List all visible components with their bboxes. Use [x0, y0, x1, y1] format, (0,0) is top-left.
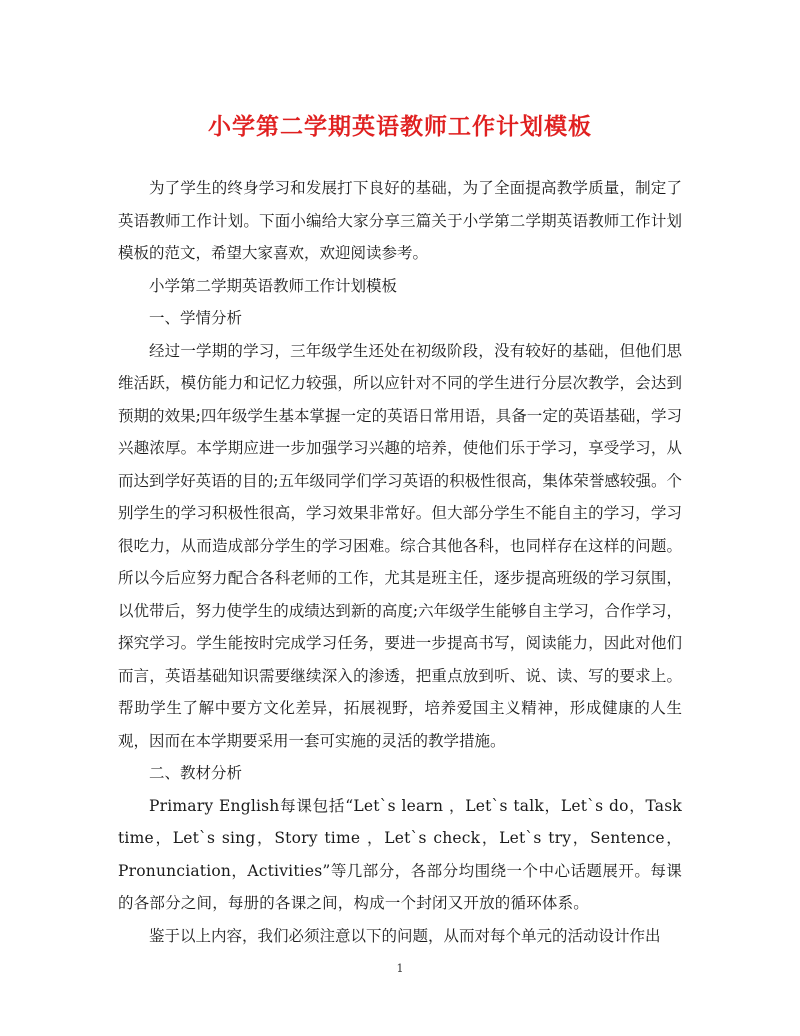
textbook-analysis-paragraph: Primary English每课包括“Let`s learn ，Let`s talk，Let`s do，Task time，Let`s sing，Story time ，Let`s check，Let`s try，Sentence，Pronunciation，Activities”等几部分，各部分均围绕一个中心话题展开。每课的各部分之间，每册的各课之间，构成一个封闭又开放的循环体系。 [118, 796, 682, 912]
document-title: 小学第二学期英语教师工作计划模板 [208, 113, 592, 140]
subtitle-paragraph: 小学第二学期英语教师工作计划模板 [149, 276, 398, 295]
document-body [118, 172, 682, 952]
section-heading-2: 二、教材分析 [149, 764, 243, 782]
section-heading-1: 一、学情分析 [149, 309, 243, 327]
page-number: 1 [396, 962, 404, 975]
continuation-paragraph: 鉴于以上内容，我们必须注意以下的问题，从而对每个单元的活动设计作出 [149, 926, 661, 945]
learning-analysis-paragraph: 经过一学期的学习，三年级学生还处在初级阶段，没有较好的基础，但他们思维活跃，模仿能力和记忆力较强，所以应针对不同的学生进行分层次教学，会达到预期的效果;四年级学生基本掌握一定的英语日常用语，具备一定的英语基础，学习兴趣浓厚。本学期应进一步加强学习兴趣的培养，使他们乐于学习，享受学习，从而达到学好英语的目的;五年级同学们学习英语的积极性很高，集体荣誉感较强。个别学生的学习积极性很高，学习效果非常好。但大部分学生不能自主的学习，学习很吃力，从而造成部分学生的学习困难。综合其他各科，也同样存在这样的问题。所以今后应努力配合各科老师的工作，尤其是班主任，逐步提高班级的学习氛围，以优带后，努力使学生的成绩达到新的高度;六年级学生能够自主学习，合作学习，探究学习。学生能按时完成学习任务，要进一步提高书写，阅读能力，因此对他们而言，英语基础知识需要继续深入的渗透，把重点放到听、说、读、写的要求上。帮助学生了解中要方文化差异，拓展视野，培养爱国主义精神，形成健康的人生观，因而在本学期要采用一套可实施的灵活的教学措施。 [118, 341, 682, 750]
intro-paragraph: 为了学生的终身学习和发展打下良好的基础，为了全面提高教学质量，制定了英语教师工作计划。下面小编给大家分享三篇关于小学第二学期英语教师工作计划模板的范文，希望大家喜欢，欢迎阅读参考。 [118, 179, 682, 262]
